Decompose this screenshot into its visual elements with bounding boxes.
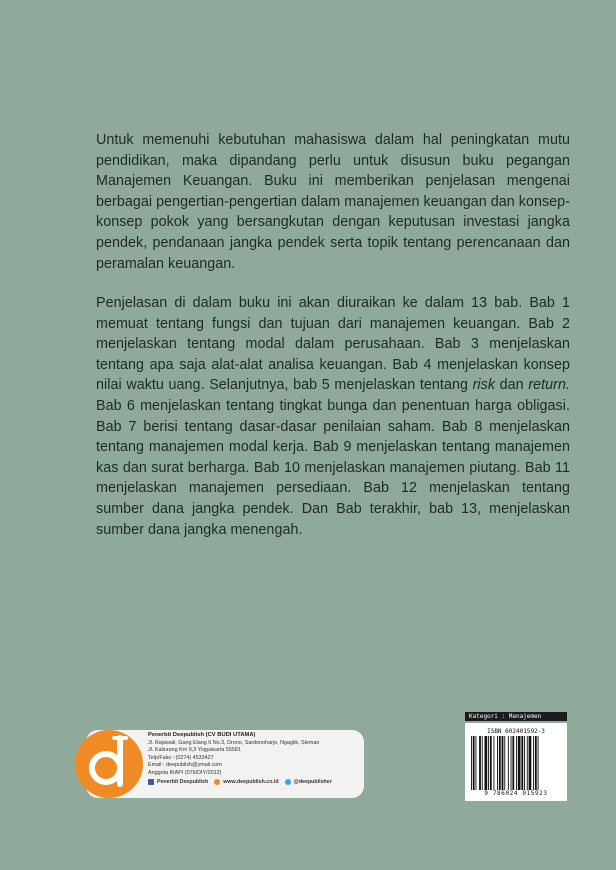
- paragraph-2-text-a: Penjelasan di dalam buku ini akan diuraikan ke dalam 13 bab. Bab 1 memuat tentang fungsi dan tujuan dari manajemen keuangan. Bab 2 menjelaskan tentang modal dalam perusahaan. Bab 3 menjelaskan tentang apa saja alat-alat analisa keuangan. Bab 4 menjelaskan konsep nilai waktu uang. Selanjutnya, bab 5 menjelaskan tentang: [96, 295, 570, 394]
- paragraph-2-text-b: dan: [495, 377, 529, 394]
- publisher-ikapi: Anggota IKAPI (076/DIY/2012): [148, 769, 222, 776]
- deepublish-logo-icon: [74, 724, 144, 800]
- publisher-email: Email : deepublish@ymail.com: [148, 762, 222, 769]
- publisher-address-1: Jl. Rajawali, Gang Elang 6 No.3, Drono, Sardonoharjo, Ngaglik, Sleman: [148, 739, 320, 746]
- isbn-label: ISBN 602401592-3: [487, 728, 545, 735]
- twitter-icon: [285, 779, 291, 785]
- publisher-address-2: Jl. Kaliurang Km 9,3 Yogyakarta 55581: [148, 747, 241, 754]
- description-paragraph-2: [96, 293, 570, 540]
- twitter-label: @deepublisher: [293, 778, 332, 785]
- publisher-name: Penerbit Deepublish (CV BUDI UTAMA): [148, 732, 256, 738]
- facebook-icon: [148, 779, 154, 785]
- barcode-icon: [471, 736, 561, 790]
- isbn-barcode-box: [465, 723, 567, 801]
- publisher-social-links: [148, 779, 364, 787]
- website-icon: [214, 779, 220, 785]
- publisher-phone: Telp/Faks : (0274) 4533427: [148, 754, 214, 761]
- return-term: return.: [528, 377, 570, 394]
- category-label: Kategori : Manajemen: [465, 712, 567, 721]
- website-label: www.deepublish.co.id: [223, 778, 279, 785]
- barcode-digits: 9 786024 015923: [484, 790, 548, 797]
- description-paragraph-1: Untuk memenuhi kebutuhan mahasiswa dalam hal peningkatan mutu pendidikan, maka dipandang perlu untuk disusun buku pegangan Manajemen Keuangan. Buku ini memberikan penjelasan mengenai berbagai pengertian-pengertian dalam manajemen keuangan dan konsep-konsep pokok yang bersangkutan dengan keputusan investasi jangka pendek, pendanaan jangka pendek serta topik tentang perencanaan dan peramalan keuangan.: [96, 132, 570, 272]
- risk-term: risk: [472, 377, 496, 394]
- publisher-details: [148, 732, 364, 786]
- facebook-label: Penerbit Deepublish: [157, 778, 209, 785]
- paragraph-2-text-c: Bab 6 menjelaskan tentang tingkat bunga dan penentuan harga obligasi. Bab 7 berisi tentang dasar-dasar penilaian saham. Bab 8 menjelaskan tentang manajemen modal kerja. Bab 9 menjelaskan tentang manajemen kas dan surat berharga. Bab 10 menjelaskan manajemen piutang. Bab 11 menjelaskan manajemen persediaan. Bab 12 menjelaskan tentang sumber dana jangka pendek. Dan Bab terakhir, bab 13, menjelaskan sumber dana jangka menengah.: [96, 397, 570, 538]
